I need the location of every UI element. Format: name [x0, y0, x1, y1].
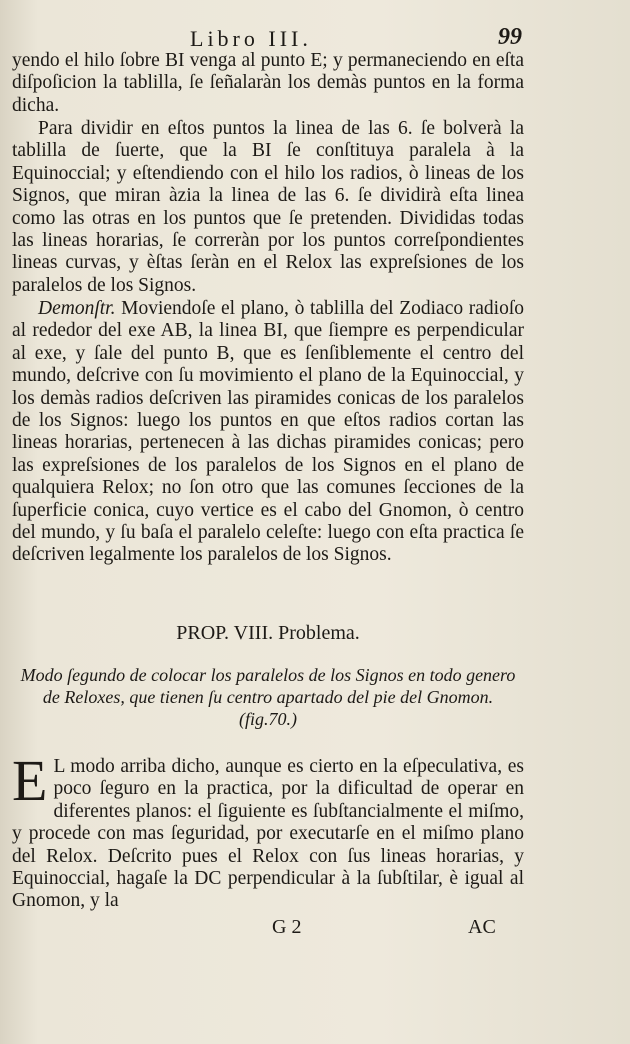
paragraph-dividir: Para dividir en eſtos puntos la linea de las 6. ſe bolverà la tablilla de ſuerte, que la BI ſe conſtituya paralela à la Equinoccial; y eſtendiendo con el hilo los radios, ò lineas de los Signos, que miran àzia la linea de las 6. ſe dividirà eſta linea como las otras en los puntos que ſe pretenden. Divididas todas las lineas horarias, ſe correràn por los puntos correſpondientes lineas curvas, y èſtas ſeràn en el Relox las expreſsiones de los paralelos de los Signos.: [12, 118, 524, 296]
proposition-subtitle: Modo ſegundo de colocar los paralelos de los Signos en todo genero de Reloxes, que tienen ſu centro apartado del pie del Gnomon. (fig.70.): [20, 665, 516, 729]
drop-cap: E: [12, 748, 48, 813]
demonstration-label: Demonſtr.: [38, 298, 116, 319]
paragraph-modo-text: L modo arriba dicho, aunque es cierto en la eſpeculativa, es poco ſeguro en la practica, por la dificultad de operar en diferentes planos: el ſiguiente es ſubſtancialmente el miſmo, y procede con mas ſeguridad, por executarſe en el miſmo plano del Relox. Deſcrito pues el Relox con ſus lineas horarias, y Equinoccial, hagaſe la DC perpendicular à la ſubſtilar, è igual al Gnomon, y la: [12, 756, 524, 912]
proposition-title: PROP. VIII. Problema.: [176, 622, 360, 644]
paragraph-modo: [12, 748, 524, 913]
paragraph-demonstracion: [12, 298, 524, 567]
page-number: 99: [498, 24, 522, 50]
page-footer: [0, 916, 630, 946]
paragraph-continuation: yendo el hilo ſobre BI venga al punto E; y permaneciendo en eſta diſpoſicion la tablilla, ſe ſeñalaràn los demàs puntos en la forma dicha.: [12, 50, 524, 116]
running-head: Libro III.: [190, 26, 312, 51]
signature-mark: G 2: [272, 916, 302, 938]
catchword: AC: [468, 916, 496, 938]
demonstration-text: Moviendoſe el plano, ò tablilla del Zodiaco radioſo al rededor del exe AB, la linea BI, que ſiempre es perpendicular al exe, y ſale del punto B, que es ſenſiblemente el centro del mundo, deſcrive con ſu movimiento el plano de la Equinoccial, y los demàs radios deſcriven las piramides conicas de los paralelos de los Signos: luego los puntos en que eſtos radios cortan las lineas horarias, pertenecen à las dichas piramides conicas; pero las expreſsiones de los paralelos de los Signos en el plano de qualquiera Relox; no ſon otro que las comunes ſecciones de la ſuperficie conica, cuyo vertice es el cabo del Gnomon, ò centro del mundo, y ſu baſa el paralelo celeſte: luego con eſta practica ſe deſcriven legalmente los paralelos de los Signos.: [12, 298, 524, 566]
